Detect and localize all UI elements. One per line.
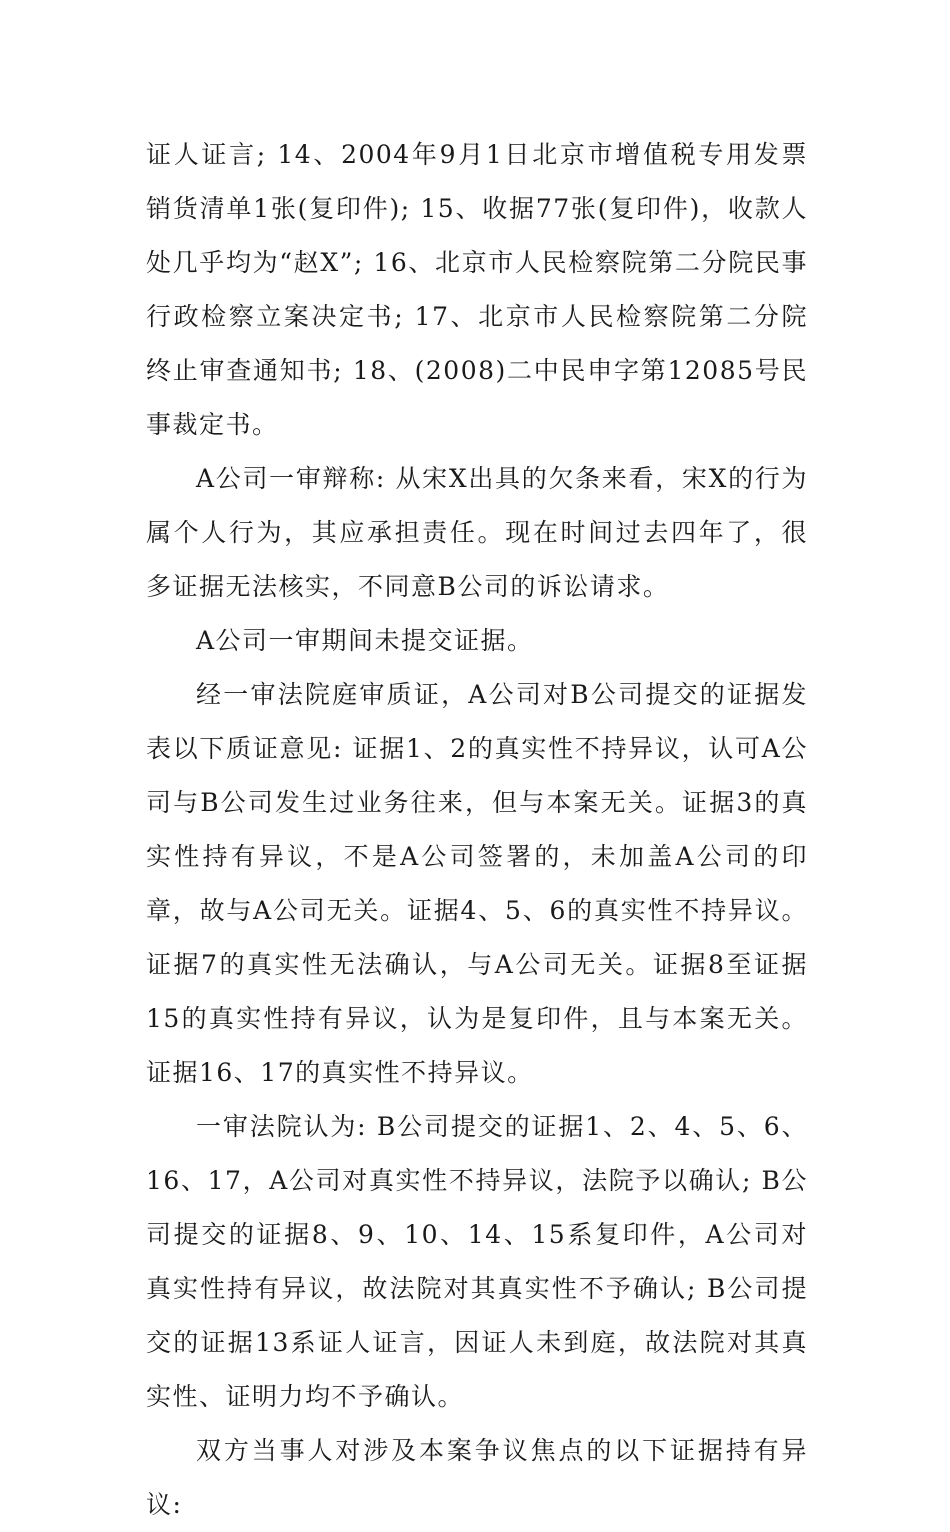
paragraph-defendant-argument: A公司一审辩称: 从宋X出具的欠条来看，宋X的行为属个人行为，其应承担责任。现在时间过去四年了，很多证据无法核实，不同意B公司的诉讼请求。 [146,464,808,601]
paragraph-defendant-no-evidence: A公司一审期间未提交证据。 [196,626,534,655]
paragraph-cross-examination: 经一审法院庭审质证，A公司对B公司提交的证据发表以下质证意见: 证据1、2的真实性不持异议，认可A公司与B公司发生过业务往来，但与本案无关。证据3的真实性持有异议，不是A公司签署的，未加盖A公司的印章，故与A公司无关。证据4、5、6的真实性不持异议。证据7的真实性无法确认，与A公司无关。证据8至证据15的真实性持有异议，认为是复印件，且与本案无关。证据16、17的真实性不持异议。 [146,680,808,1087]
paragraph-disputed-evidence-intro: 双方当事人对涉及本案争议焦点的以下证据持有异议: [146,1436,808,1519]
document-body [146,128,808,1532]
paragraph-court-finding: 一审法院认为: B公司提交的证据1、2、4、5、6、16、17，A公司对真实性不持异议，法院予以确认; B公司提交的证据8、9、10、14、15系复印件，A公司对真实性持有异议，故法院对其真实性不予确认; B公司提交的证据13系证人证言，因证人未到庭，故法院对其真实性、证明力均不予确认。 [146,1112,808,1411]
paragraph-evidence-list: 证人证言; 14、2004年9月1日北京市增值税专用发票销货清单1张(复印件); 15、收据77张(复印件)，收款人处几乎均为“赵X”; 16、北京市人民检察院第二分院民事行政检察立案决定书; 17、北京市人民检察院第二分院终止审查通知书; 18、(2008)二中民申字第12085号民事裁定书。 [146,140,808,439]
